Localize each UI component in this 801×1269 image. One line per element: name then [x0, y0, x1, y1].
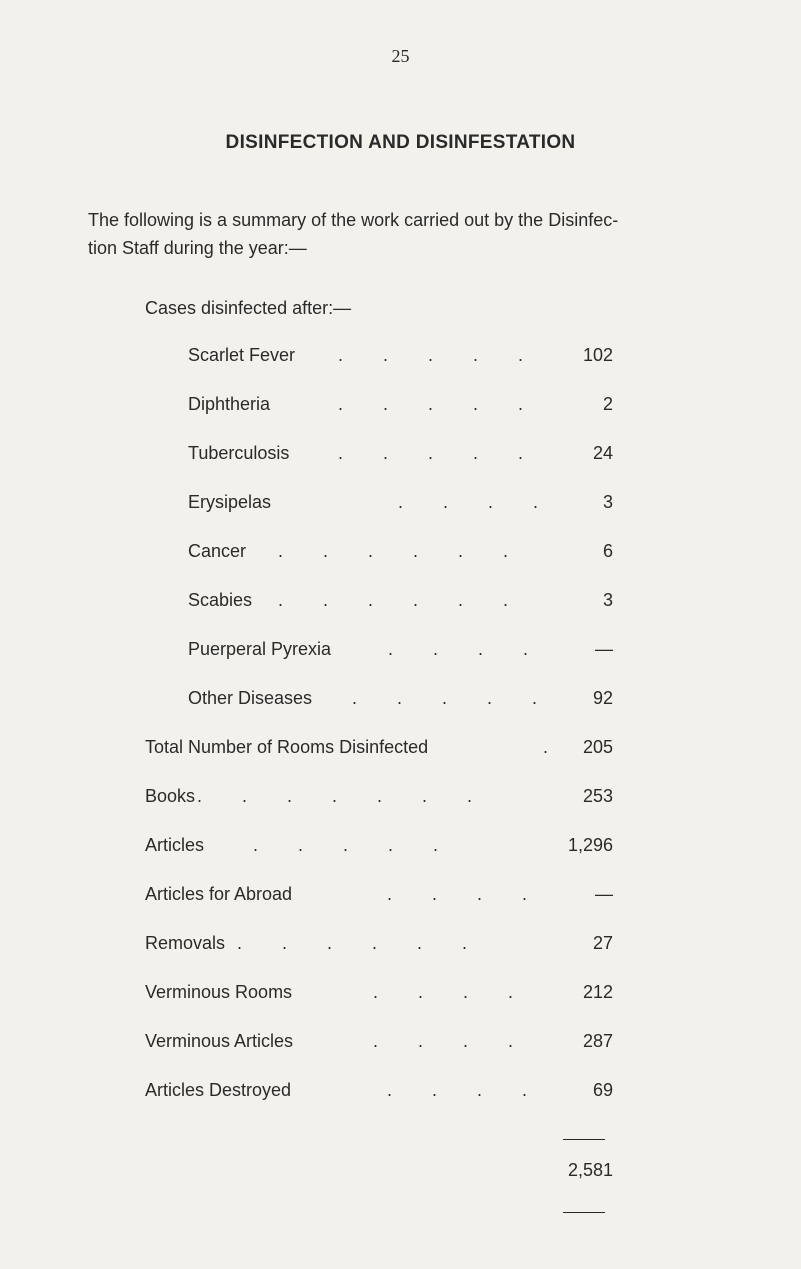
case-value: 102 [582, 345, 613, 365]
summary-label: Articles for Abroad [145, 884, 293, 904]
case-label: Other Diseases [188, 688, 313, 708]
case-row [188, 345, 613, 371]
summary-row [145, 982, 613, 1008]
case-value: 3 [602, 492, 613, 512]
summary-row [145, 884, 613, 910]
case-label: Diphtheria [188, 394, 271, 414]
case-value: — [595, 639, 613, 659]
case-row [188, 639, 613, 665]
total-rule-top [563, 1139, 605, 1140]
leader-dots: . . . . . . . [197, 786, 473, 806]
summary-label: Total Number of Rooms Disinfected [145, 737, 429, 757]
summary-label: Articles [145, 835, 205, 855]
cases-section-label: Cases disinfected after:— [145, 298, 352, 318]
case-value: 2 [602, 394, 613, 414]
leader-dots: . . . . [387, 884, 528, 904]
summary-value: 287 [582, 1031, 613, 1051]
leader-dots: . . . . [398, 492, 539, 512]
summary-value: — [595, 884, 613, 904]
leader-dots: . . . . [373, 982, 514, 1002]
case-value: 6 [602, 541, 613, 561]
leader-dots: . . . . . [338, 345, 524, 365]
case-row [188, 541, 613, 567]
leader-dots: . . . . [387, 1080, 528, 1100]
case-value: 3 [602, 590, 613, 610]
leader-dots: . . . . . [352, 688, 538, 708]
summary-label: Articles Destroyed [145, 1080, 292, 1100]
leader-dots: . . . . [373, 1031, 514, 1051]
summary-value: 27 [592, 933, 613, 953]
leader-dots: . . . . . . [237, 933, 468, 953]
summary-value: 253 [582, 786, 613, 806]
intro-line-2: tion Staff during the year:— [88, 238, 307, 258]
summary-row [145, 835, 613, 861]
case-row [188, 443, 613, 469]
case-row [188, 590, 613, 616]
page-heading: DISINFECTION AND DISINFESTATION [225, 132, 576, 153]
summary-row [145, 933, 613, 959]
case-label: Puerperal Pyrexia [188, 639, 332, 659]
case-row [188, 394, 613, 420]
case-value: 24 [592, 443, 613, 463]
summary-value: 205 [582, 737, 613, 757]
case-label: Tuberculosis [188, 443, 290, 463]
summary-row [145, 1080, 613, 1106]
summary-row [145, 1031, 613, 1057]
case-label: Erysipelas [188, 492, 272, 512]
summary-value: 69 [592, 1080, 613, 1100]
leader-dots: . . . . . . [278, 541, 509, 561]
grand-total-row [500, 1160, 613, 1186]
summary-value: 1,296 [567, 835, 613, 855]
case-value: 92 [592, 688, 613, 708]
leader-dots: . . . . . [338, 394, 524, 414]
leader-dots: . . . . . [338, 443, 524, 463]
intro-paragraph [88, 206, 728, 262]
case-row [188, 688, 613, 714]
summary-row [145, 786, 613, 812]
leader-dots: . . . . . . [278, 590, 509, 610]
leader-dots: . . . . [388, 639, 529, 659]
summary-value: 212 [582, 982, 613, 1002]
summary-row [145, 737, 613, 763]
intro-line-1: The following is a summary of the work carried out by the Disinfec- [88, 210, 619, 230]
summary-label: Verminous Articles [145, 1031, 294, 1051]
case-label: Scarlet Fever [188, 345, 296, 365]
page-number: 25 [391, 46, 410, 66]
case-label: Cancer [188, 541, 247, 561]
summary-label: Verminous Rooms [145, 982, 293, 1002]
case-row [188, 492, 613, 518]
total-rule-bottom [563, 1212, 605, 1213]
case-label: Scabies [188, 590, 253, 610]
grand-total-value: 2,581 [567, 1160, 613, 1180]
summary-label: Books [145, 786, 196, 806]
leader-dots: . [543, 737, 549, 757]
leader-dots: . . . . . [253, 835, 439, 855]
summary-label: Removals [145, 933, 226, 953]
